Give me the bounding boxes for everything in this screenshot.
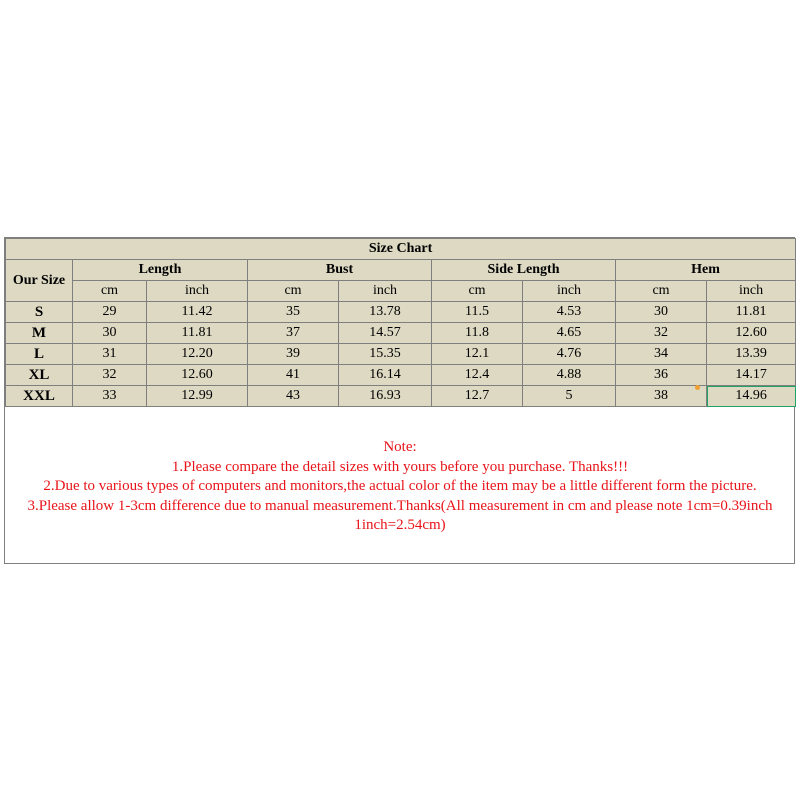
unit-header: cm — [616, 281, 707, 302]
table-cell: 5 — [523, 386, 616, 407]
table-cell: 12.60 — [707, 323, 796, 344]
size-label: XXL — [6, 386, 73, 407]
table-row — [6, 302, 796, 323]
group-header-length: Length — [73, 260, 248, 281]
table-cell: 35 — [248, 302, 339, 323]
table-cell: 39 — [248, 344, 339, 365]
table-cell: 4.65 — [523, 323, 616, 344]
table-cell: 11.81 — [147, 323, 248, 344]
table-cell: 11.81 — [707, 302, 796, 323]
table-cell: 4.53 — [523, 302, 616, 323]
table-cell: 16.14 — [339, 365, 432, 386]
group-header-bust: Bust — [248, 260, 432, 281]
table-cell: 16.93 — [339, 386, 432, 407]
table-cell: 12.7 — [432, 386, 523, 407]
unit-header: cm — [73, 281, 147, 302]
table-cell: 14.57 — [339, 323, 432, 344]
table-cell: 41 — [248, 365, 339, 386]
size-chart — [4, 237, 795, 564]
table-row — [6, 344, 796, 365]
unit-header: inch — [707, 281, 796, 302]
table-cell: 14.17 — [707, 365, 796, 386]
table-cell: 31 — [73, 344, 147, 365]
unit-header: cm — [432, 281, 523, 302]
group-header-hem: Hem — [616, 260, 796, 281]
table-row — [6, 323, 796, 344]
table-cell: 4.88 — [523, 365, 616, 386]
note-line: 3.Please allow 1-3cm difference due to manual measurement.Thanks(All measurement in cm and please note 1cm=0.39inch — [27, 497, 773, 514]
unit-header: inch — [523, 281, 616, 302]
table-cell: 32 — [73, 365, 147, 386]
selected-cell-value: 14.96 — [735, 388, 767, 403]
table-cell: 12.20 — [147, 344, 248, 365]
table-cell: 12.1 — [432, 344, 523, 365]
table-cell: 11.42 — [147, 302, 248, 323]
size-label: L — [6, 344, 73, 365]
table-cell: 34 — [616, 344, 707, 365]
table-row — [6, 365, 796, 386]
table-cell: 12.99 — [147, 386, 248, 407]
unit-header: cm — [248, 281, 339, 302]
table-cell: 12.4 — [432, 365, 523, 386]
size-label: M — [6, 323, 73, 344]
table-cell: 30 — [616, 302, 707, 323]
table-cell: 37 — [248, 323, 339, 344]
unit-header: inch — [339, 281, 432, 302]
table-cell: 4.76 — [523, 344, 616, 365]
size-chart-table — [5, 238, 796, 407]
table-cell: 29 — [73, 302, 147, 323]
size-label: XL — [6, 365, 73, 386]
size-label: S — [6, 302, 73, 323]
table-cell: 11.8 — [432, 323, 523, 344]
unit-header: inch — [147, 281, 248, 302]
table-cell: 13.78 — [339, 302, 432, 323]
note-heading: Note: — [383, 439, 417, 455]
notes-section — [5, 438, 795, 536]
table-cell: 38 — [616, 386, 707, 407]
our-size-header: Our Size — [6, 260, 73, 302]
table-cell: 11.5 — [432, 302, 523, 323]
note-line: 1.Please compare the detail sizes with yours before you purchase. Thanks!!! — [171, 458, 629, 475]
table-cell: 43 — [248, 386, 339, 407]
note-line: 1inch=2.54cm) — [354, 517, 446, 533]
table-row — [6, 386, 796, 407]
selected-cell[interactable] — [707, 386, 796, 407]
table-cell: 12.60 — [147, 365, 248, 386]
table-cell: 30 — [73, 323, 147, 344]
table-cell: 33 — [73, 386, 147, 407]
table-cell: 13.39 — [707, 344, 796, 365]
table-cell: 36 — [616, 365, 707, 386]
table-cell: 32 — [616, 323, 707, 344]
table-cell: 15.35 — [339, 344, 432, 365]
selection-handle-icon[interactable] — [695, 385, 700, 390]
note-line: 2.Due to various types of computers and monitors,the actual color of the item may be a little different form the picture. — [43, 478, 757, 494]
chart-title: Size Chart — [6, 239, 796, 260]
group-header-side-length: Side Length — [432, 260, 616, 281]
